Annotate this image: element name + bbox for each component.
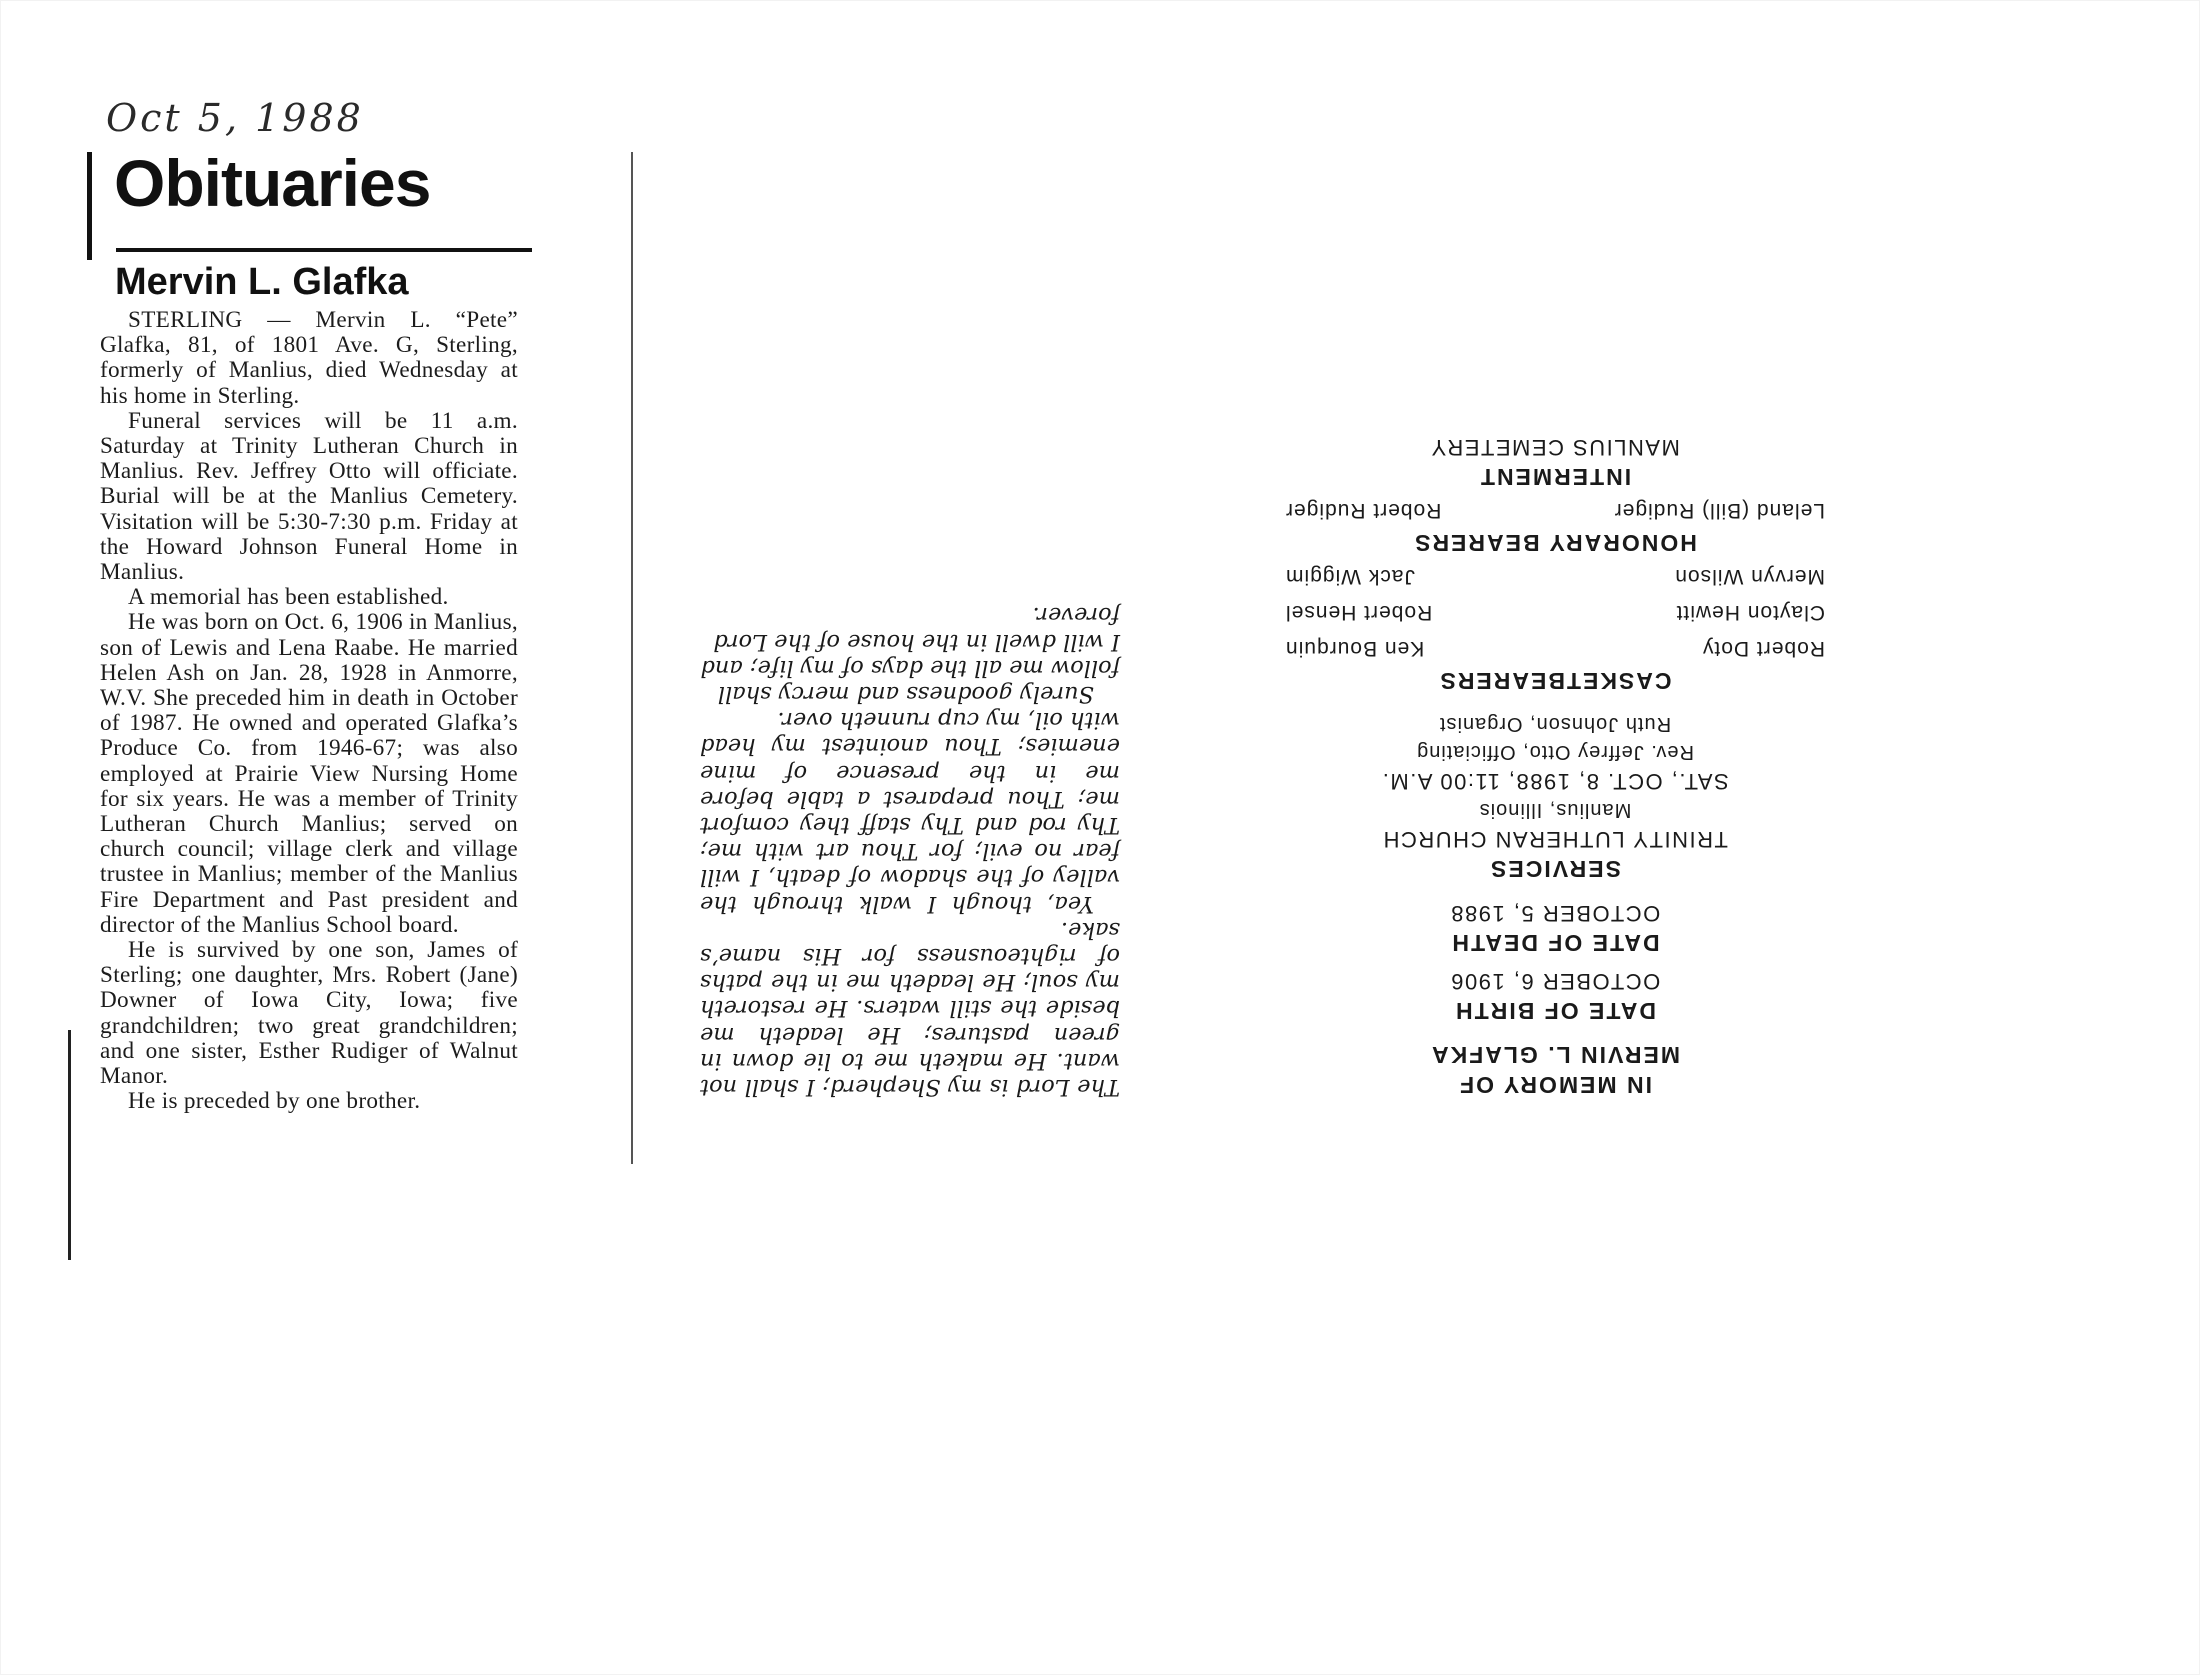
casketbearers-label: CASKETBEARERS: [1438, 668, 1672, 694]
obituary-name: Mervin L. Glafka: [115, 261, 409, 303]
title-rule: [116, 248, 532, 252]
obituary-paragraph: A memorial has been established.: [128, 584, 449, 611]
casketbearer-name: Robert Hensel: [1285, 601, 1433, 624]
officiant: Rev. Jeffrey Otto, Officiating: [1416, 741, 1694, 763]
section-title: Obituaries: [114, 146, 431, 220]
birth-label: DATE OF BIRTH: [1454, 998, 1656, 1024]
organist: Ruth Johnson, Organist: [1438, 713, 1672, 735]
obituary-paragraph: STERLING — Mervin L. “Pete” Glafka, 81, of 1801 Ave. G, Sterling, formerly of Manlius, died Wednesday at his home in Sterling.: [100, 307, 518, 409]
obituary-paragraph: He is preceded by one brother.: [128, 1088, 421, 1115]
psalm-paragraph: The Lord is my Shepherd; I shall not want. He maketh me to lie down in green pastures; He leadeth me beside the still waters. He restoreth my soul; He leadeth me in the paths of righteousness for His name’s sake.: [700, 916, 1120, 1100]
obituary-paragraph: He is survived by one son, James of Sterling; one daughter, Mrs. Robert (Jane) Downer of Iowa City, Iowa; five grandchildren; two great grandchildren; and one sister, Esther Rudiger of Walnut Manor.: [100, 937, 518, 1090]
deceased-name: MERVIN L. GLAFKA: [1429, 1042, 1681, 1068]
casketbearer-name: Robert Doty: [1701, 637, 1825, 660]
handwritten-date: Oct 5, 1988: [106, 96, 364, 140]
honorary-bearer-row: [1275, 492, 1835, 528]
services-label: SERVICES: [1489, 856, 1621, 882]
interment-label: INTERMENT: [1478, 464, 1632, 490]
clipping-left-rule: [87, 152, 92, 260]
psalm-paragraph: Yea, though I walk through the valley of the shadow of death, I will fear no evil; for Thou art with me; Thy rod and Thy staff they comfort me; Thou preparest a table before me in the presence of mine enemies; Thou anointest my head with oil, my cup runneth over.: [700, 707, 1120, 917]
casketbearer-name: Mervyn Wilson: [1674, 565, 1825, 588]
clipping-left-edge: [68, 1030, 71, 1260]
service-datetime: SAT., OCT. 8, 1988, 11:00 A.M.: [1381, 769, 1729, 794]
memorial-card-details: [1275, 432, 1835, 1100]
honorary-bearers-label: HONORARY BEARERS: [1413, 530, 1697, 556]
psalm-23-text: [700, 602, 1120, 1100]
casketbearer-row: [1275, 630, 1835, 666]
casketbearer-row: [1275, 594, 1835, 630]
casketbearer-row: [1275, 558, 1835, 594]
casketbearer-name: Jack Wiggim: [1285, 565, 1416, 588]
honorary-bearer-name: Robert Rudiger: [1285, 499, 1442, 522]
cemetery-name: MANLIUS CEMETERY: [1430, 435, 1680, 460]
honorary-bearer-name: Leland (Bill) Rudiger: [1613, 499, 1825, 522]
obituary-body: [100, 308, 518, 1115]
casketbearer-name: Clayton Hewitt: [1675, 601, 1825, 624]
birth-date: OCTOBER 6, 1906: [1449, 969, 1661, 994]
memorial-card-upside-down: [690, 250, 2190, 1100]
in-memory-heading: IN MEMORY OF: [1458, 1072, 1652, 1098]
psalm-paragraph: Surely goodness and mercy shall follow me all the days of my life; and I will dwell in the house of the Lord forever.: [700, 602, 1120, 707]
church-location: Manlius, Illinois: [1478, 799, 1632, 821]
church-name: TRINITY LUTHERAN CHURCH: [1382, 827, 1728, 852]
casketbearer-name: Ken Bourquin: [1285, 637, 1425, 660]
obituary-paragraph: Funeral services will be 11 a.m. Saturday at Trinity Lutheran Church in Manlius. Rev. Jeffrey Otto will officiate. Burial will be at the Manlius Cemetery. Visitation will be 5:30-7:30 p.m. Friday at the Howard Johnson Funeral Home in Manlius.: [100, 407, 518, 586]
death-date: OCTOBER 5, 1988: [1449, 901, 1661, 926]
clipping-right-edge: [631, 152, 633, 1164]
death-label: DATE OF DEATH: [1450, 930, 1660, 956]
obituary-paragraph: He was born on Oct. 6, 1906 in Manlius, son of Lewis and Lena Raabe. He married Helen Ash on Jan. 28, 1928 in Anmorre, W.V. She preceded him in death in October of 1987. He owned and operated Glafka’s Produce Co. from 1946-67; was also employed at Prairie View Nursing Home for six years. He was a member of Trinity Lutheran Church Manlius; served on church council; village clerk and village trustee in Manlius; member of the Manlius Fire Department and Past president and director of the Manlius School board.: [100, 609, 518, 938]
